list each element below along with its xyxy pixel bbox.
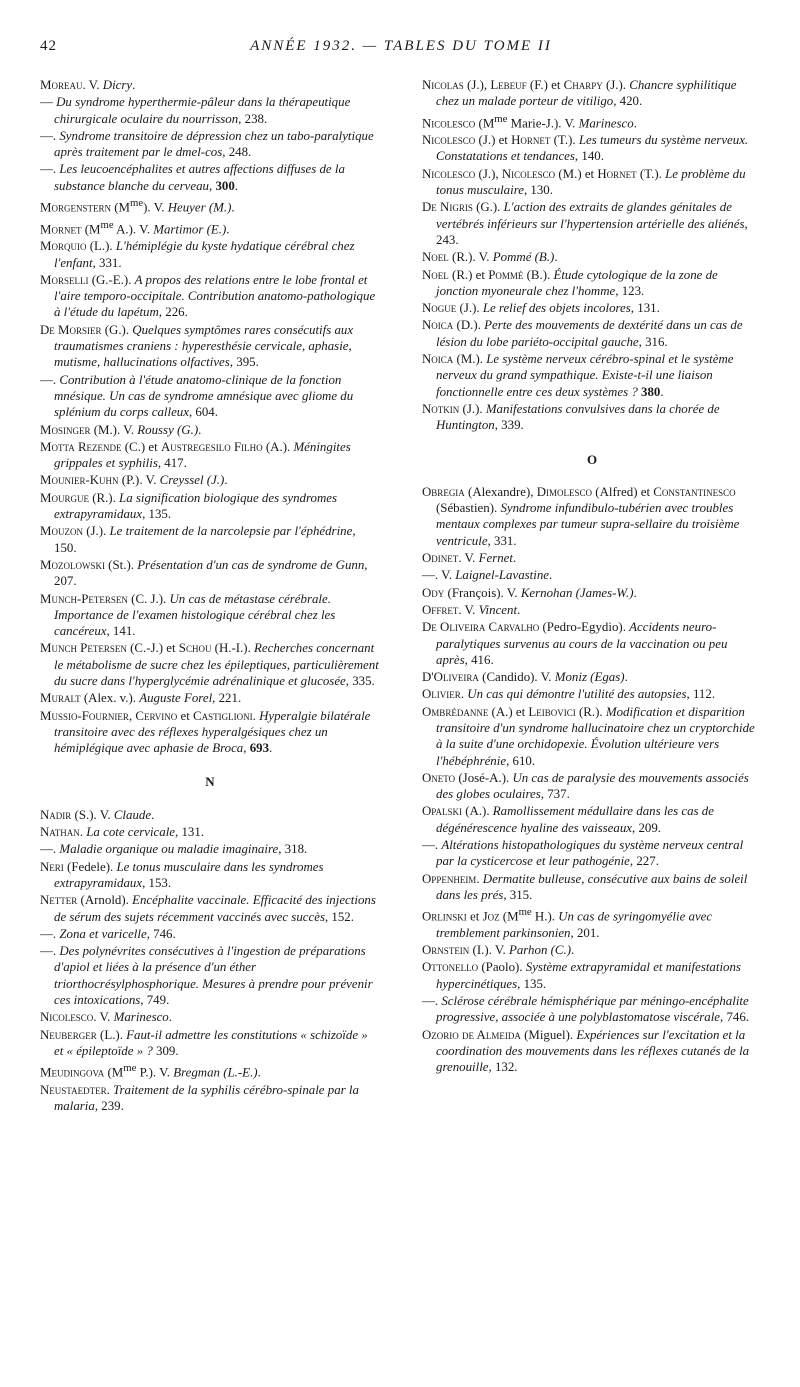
- index-entry: —. Altérations histopathologiques du système nerveux central par la cysticercose et leur pathogénie, 227.: [422, 838, 744, 869]
- index-entry: Muralt (Alex. v.). Auguste Forel, 221.: [40, 691, 242, 706]
- index-entry: Morgenstern $(M^{me})$. V. Heuyer (M.).: [40, 197, 235, 215]
- index-entry: Mosinger (M.). V. Roussy (G.).: [40, 422, 202, 437]
- index-entry: Neri (Fedele). Le tonus musculaire dans les syndromes extrapyramidaux, 153.: [40, 859, 324, 890]
- index-entry: Nicolesco. V. Marinesco.: [40, 1010, 172, 1025]
- index-entry: Nogue (J.). Le relief des objets incolores, 131.: [422, 301, 660, 316]
- index-entry: Odinet. V. Fernet.: [422, 551, 517, 566]
- index-entry: Obregia (Alexandre), Dimolesco (Alfred) et Constantinesco (Sébastien). Syndrome infundibulo-tubérien avec troubles mentaux complexes par tumeur supra-sellaire du troisième ventricule, 331.: [422, 484, 740, 548]
- index-entry: De Oliveira Carvalho (Pedro-Egydio). Accidents neuro-paralytiques survenus au cours de la vaccination ou peu après, 416.: [422, 620, 728, 667]
- index-entry: —. Zona et varicelle, 746.: [40, 926, 176, 941]
- section-letter-o: O: [586, 451, 598, 467]
- index-entry: Mussio-Fournier, Cervino et Castiglioni. Hyperalgie bilatérale transitoire avec des réflexes hyperalgésiques chez un hémiplégique avec aphasie de Broca, 693.: [40, 708, 371, 756]
- index-entry: Meudingova ($M^{me}$ P.). V. Bregman (L.-E.).: [40, 1062, 261, 1080]
- index-entry: —. V. Laignel-Lavastine.: [422, 568, 553, 583]
- index-entry: Noel (R.) et Pommé (B.). Étude cytologique de la zone de jonction myoneurale chez l'homme, 123.: [422, 267, 718, 298]
- index-entry: — Du syndrome hyperthermie-pâleur dans la thérapeutique chirurgicale oculaire du nourrisson, 238.: [40, 95, 351, 126]
- index-entry: Moreau. V. Dicry.: [40, 78, 136, 92]
- section-letter-n: N: [205, 774, 215, 790]
- index-entry: Mouzon (J.). Le traitement de la narcolepsie par l'éphédrine, 150.: [40, 524, 356, 555]
- index-entry: —. Sclérose cérébrale hémisphérique par méningo-encéphalite progressive, associée à une polyblastomatose viscérale, 746.: [422, 994, 750, 1025]
- index-entry: Nicolesco ($M^{me}$ Marie-J.). V. Marinesco.: [422, 112, 637, 130]
- index-entry: Olivier. Un cas qui démontre l'utilité des autopsies, 112.: [422, 687, 716, 702]
- right-column: [422, 77, 762, 1115]
- index-entry: Orlinski et Joz ($M^{me}$ H.). Un cas de syringomyélie avec tremblement parkinsonien, 201.: [422, 906, 713, 940]
- index-entry: Noica (M.). Le système nerveux cérébro-spinal et le système nerveux du grand sympathique. Existe-t-il une liaison fonctionnelle entre ces deux systèmes ? 380.: [422, 352, 734, 399]
- index-entry: Morselli (G.-E.). A propos des relations entre le lobe frontal et l'aire temporo-occipitale. Contribution anatomo-pathologique à l'étude du lapétum, 226.: [40, 272, 376, 320]
- index-entry: Nicolesco (J.) et Hornet (T.). Les tumeurs du système nerveux. Constatations et tendances, 140.: [422, 133, 749, 164]
- index-entry: Nicolesco (J.), Nicolesco (M.) et Hornet (T.). Le problème du tonus musculaire, 130.: [422, 166, 746, 198]
- running-title: ANNÉE 1932. — TABLES DU TOME II: [250, 38, 552, 54]
- index-entry: Ottonello (Paolo). Système extrapyramidal et manifestations hypercinétiques, 135.: [422, 960, 741, 991]
- index-list-m: [40, 77, 380, 756]
- index-entry: Oppenheim. Dermatite bulleuse, consécutive aux bains de soleil dans les prés, 315.: [422, 871, 748, 902]
- index-entry: Noica (D.). Perte des mouvements de dextérité dans un cas de lésion du lobe pariéto-occipital gauche, 316.: [422, 318, 743, 349]
- index-entry: Noel (R.). V. Pommé (B.).: [422, 250, 558, 265]
- left-column: [40, 77, 380, 1115]
- index-entry: Mourgue (R.). La signification biologique des syndromes extrapyramidaux, 135.: [40, 490, 337, 522]
- index-entry: Mozolowski (St.). Présentation d'un cas de syndrome de Gunn, 207.: [40, 557, 368, 589]
- index-entry: Nathan. La cote cervicale, 131.: [40, 825, 205, 840]
- index-entry: Mounier-Kuhn (P.). V. Creyssel (J.).: [40, 473, 228, 488]
- index-entry: —. Des polynévrites consécutives à l'ingestion de préparations d'apiol et liées à la présence d'un éther triorthocrésylphosphorique. Mesures à prendre pour prévenir ces intoxications, 749.: [40, 944, 373, 1008]
- index-list-n: [40, 807, 380, 1115]
- index-entry: Ornstein (I.). V. Parhon (C.).: [422, 943, 575, 958]
- index-entry: Oneto (José-A.). Un cas de paralysie des mouvements associés des globes oculaires, 737.: [422, 770, 749, 802]
- index-entry: De Morsier (G.). Quelques symptômes rares consécutifs aux traumatismes craniens : hyperesthésie cervicale, aphasie, mutisme, hallucinations olfactives, 395.: [40, 322, 354, 370]
- index-entry: Mornet ($M^{me}$ A.). V. Martimor (E.).: [40, 218, 230, 236]
- index-entry: Munch Petersen (C.-J.) et Schou (H.-I.). Recherches concernant le métabolisme de sucre chez les épileptiques, particulièrement du sucre dans l'hyperglycémie adrénalinique et glucosée, 335.: [40, 641, 379, 688]
- index-entry: Ombrédanne (A.) et Leibovici (R.). Modification et disparition transitoire d'un syndrome hallucinatoire chez un cryptorchide à la suite d'une orchidopexie. Évolution ultérieure vers l'hébéphrénie, 610.: [422, 704, 755, 768]
- index-entry: Offret. V. Vincent.: [422, 602, 521, 617]
- index-entry: Munch-Petersen (C. J.). Un cas de métastase cérébrale. Importance de l'examen histologique cérébral chez les cancéreux, 141.: [40, 591, 336, 639]
- index-entry: D'Oliveira (Candido). V. Moniz (Egas).: [422, 670, 628, 685]
- index-entry: Nicolas (J.), Lebeuf (F.) et Charpy (J.). Chancre syphilitique chez un malade porteur de vitiligo, 420.: [422, 78, 737, 109]
- index-entry: —. Les leucoencéphalites et autres affections diffuses de la substance blanche du cerveau, 300.: [40, 162, 345, 193]
- index-entry: Ozorio de Almeida (Miguel). Expériences sur l'excitation et la coordination des mouvements dans les réflexes cutanés de la grenouille, 132.: [422, 1027, 750, 1075]
- index-entry: —. Contribution à l'étude anatomo-clinique de la fonction mnésique. Un cas de syndrome amnésique avec gliome du splénium du corps calleux, 604.: [40, 372, 354, 420]
- index-list-n-continued: [422, 77, 762, 434]
- index-entry: Ody (François). V. Kernohan (James-W.).: [422, 585, 637, 600]
- index-entry: Notkin (J.). Manifestations convulsives dans la chorée de Huntington, 339.: [422, 401, 720, 433]
- index-entry: Neustaedter. Traitement de la syphilis cérébro-spinale par la malaria, 239.: [40, 1082, 359, 1114]
- index-entry: Netter (Arnold). Encéphalite vaccinale. Efficacité des injections de sérum des sujets récemment vaccinés avec succès, 152.: [40, 893, 376, 924]
- index-entry: Motta Rezende (C.) et Austregesilo Filho (A.). Méningites grippales et syphilis, 417.: [40, 439, 351, 471]
- page-header: [40, 38, 762, 55]
- index-entry: Opalski (A.). Ramollissement médullaire dans les cas de dégénérescence hyaline des vaisseaux, 209.: [422, 804, 714, 835]
- index-entry: —. Maladie organique ou maladie imaginaire, 318.: [40, 842, 308, 857]
- index-entry: De Nigris (G.). L'action des extraits de glandes génitales de vertébrés inférieurs sur l'hypertension artérielle des aliénés, 243.: [422, 200, 748, 247]
- index-entry: Nadir (S.). V. Claude.: [40, 807, 155, 822]
- page-number: 42: [40, 38, 57, 54]
- index-entry: Neuberger (L.). Faut-il admettre les constitutions « schizoïde » et « épileptoïde » ? 309.: [40, 1027, 368, 1058]
- index-entry: Morquio (L.). L'hémiplégie du kyste hydatique cérébral chez l'enfant, 331.: [40, 239, 355, 270]
- index-entry: —. Syndrome transitoire de dépression chez un tabo-paralytique après traitement par le dmel-cos, 248.: [40, 128, 374, 160]
- index-columns: [40, 77, 762, 1115]
- index-list-o: [422, 484, 762, 1076]
